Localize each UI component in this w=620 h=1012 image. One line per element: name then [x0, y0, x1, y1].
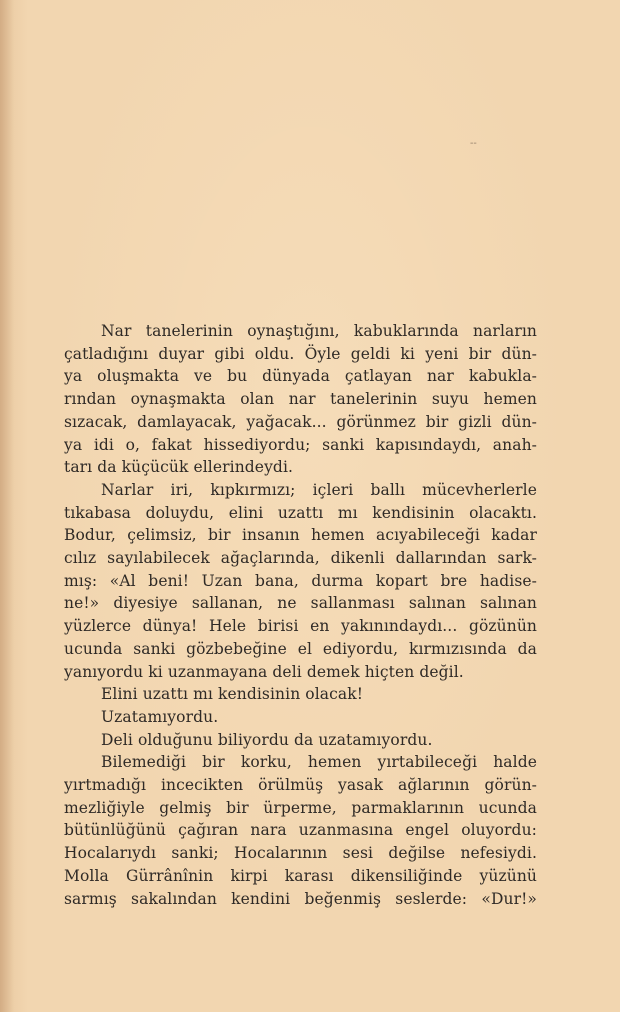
text-line: yırtmadığı incecikten örülmüş yasak ağlarının görün- [64, 776, 537, 795]
text-line: çatladığını duyar gibi oldu. Öyle geldi ki yeni bir dün- [64, 344, 537, 363]
text-line: mezliğiyle gelmiş bir ürperme, parmaklarının ucunda [64, 798, 537, 817]
text-line: sarmış sakalından kendini beğenmiş seslerde: «Dur!» [64, 889, 537, 908]
text-line: Bodur, çelimsiz, bir insanın hemen acıyabileceği kadar [64, 526, 537, 545]
page-mark: -- [470, 138, 477, 149]
text-line: yüzlerce dünya! Hele birisi en yakınındaydı... gözünün [64, 617, 537, 636]
page-edge-shadow [0, 0, 14, 1012]
text-line: cılız sayılabilecek ağaçlarında, dikenli dallarından sark- [64, 549, 537, 568]
text-line: Hocalarıydı sanki; Hocalarının sesi değilse nefesiydi. [64, 844, 537, 863]
text-line: ya idi o, fakat hissediyordu; sanki kapısındaydı, anah- [64, 435, 537, 454]
text-line: sızacak, damlayacak, yağacak... görünmez bir gizli dün- [64, 412, 537, 431]
text-line: Uzatamıyordu. [101, 707, 219, 726]
body-text [64, 320, 537, 910]
text-line: Bilemediği bir korku, hemen yırtabileceği halde [101, 753, 537, 772]
text-line: Nar tanelerinin oynaştığını, kabuklarında narların [101, 322, 537, 340]
text-line: rından oynaşmakta olan nar tanelerinin suyu hemen [64, 390, 537, 409]
text-line: Molla Gürrânînin kirpi karası dikensiliğinde yüzünü [64, 866, 537, 885]
text-line: Deli olduğunu biliyordu da uzatamıyordu. [101, 730, 433, 749]
text-line: ne!» diyesiye sallanan, ne sallanması salınan salınan [64, 594, 537, 613]
text-line: yanıyordu ki uzanmayana deli demek hiçten değil. [64, 662, 464, 681]
text-line: Narlar iri, kıpkırmızı; içleri ballı mücevherlerle [101, 480, 537, 499]
text-line: ya oluşmakta ve bu dünyada çatlayan nar kabukla- [64, 367, 537, 386]
text-line: ucunda sanki gözbebeğine el ediyordu, kırmızısında da [64, 639, 537, 658]
text-line: Elini uzattı mı kendisinin olacak! [101, 685, 364, 704]
text-line: tarı da küçücük ellerindeydi. [64, 458, 294, 477]
text-line: tıkabasa doluydu, elini uzattı mı kendisinin olacaktı. [64, 503, 537, 522]
text-line: bütünlüğünü çağıran nara uzanmasına engel oluyordu: [64, 821, 537, 840]
text-line: mış: «Al beni! Uzan bana, durma kopart bre hadise- [64, 571, 537, 590]
